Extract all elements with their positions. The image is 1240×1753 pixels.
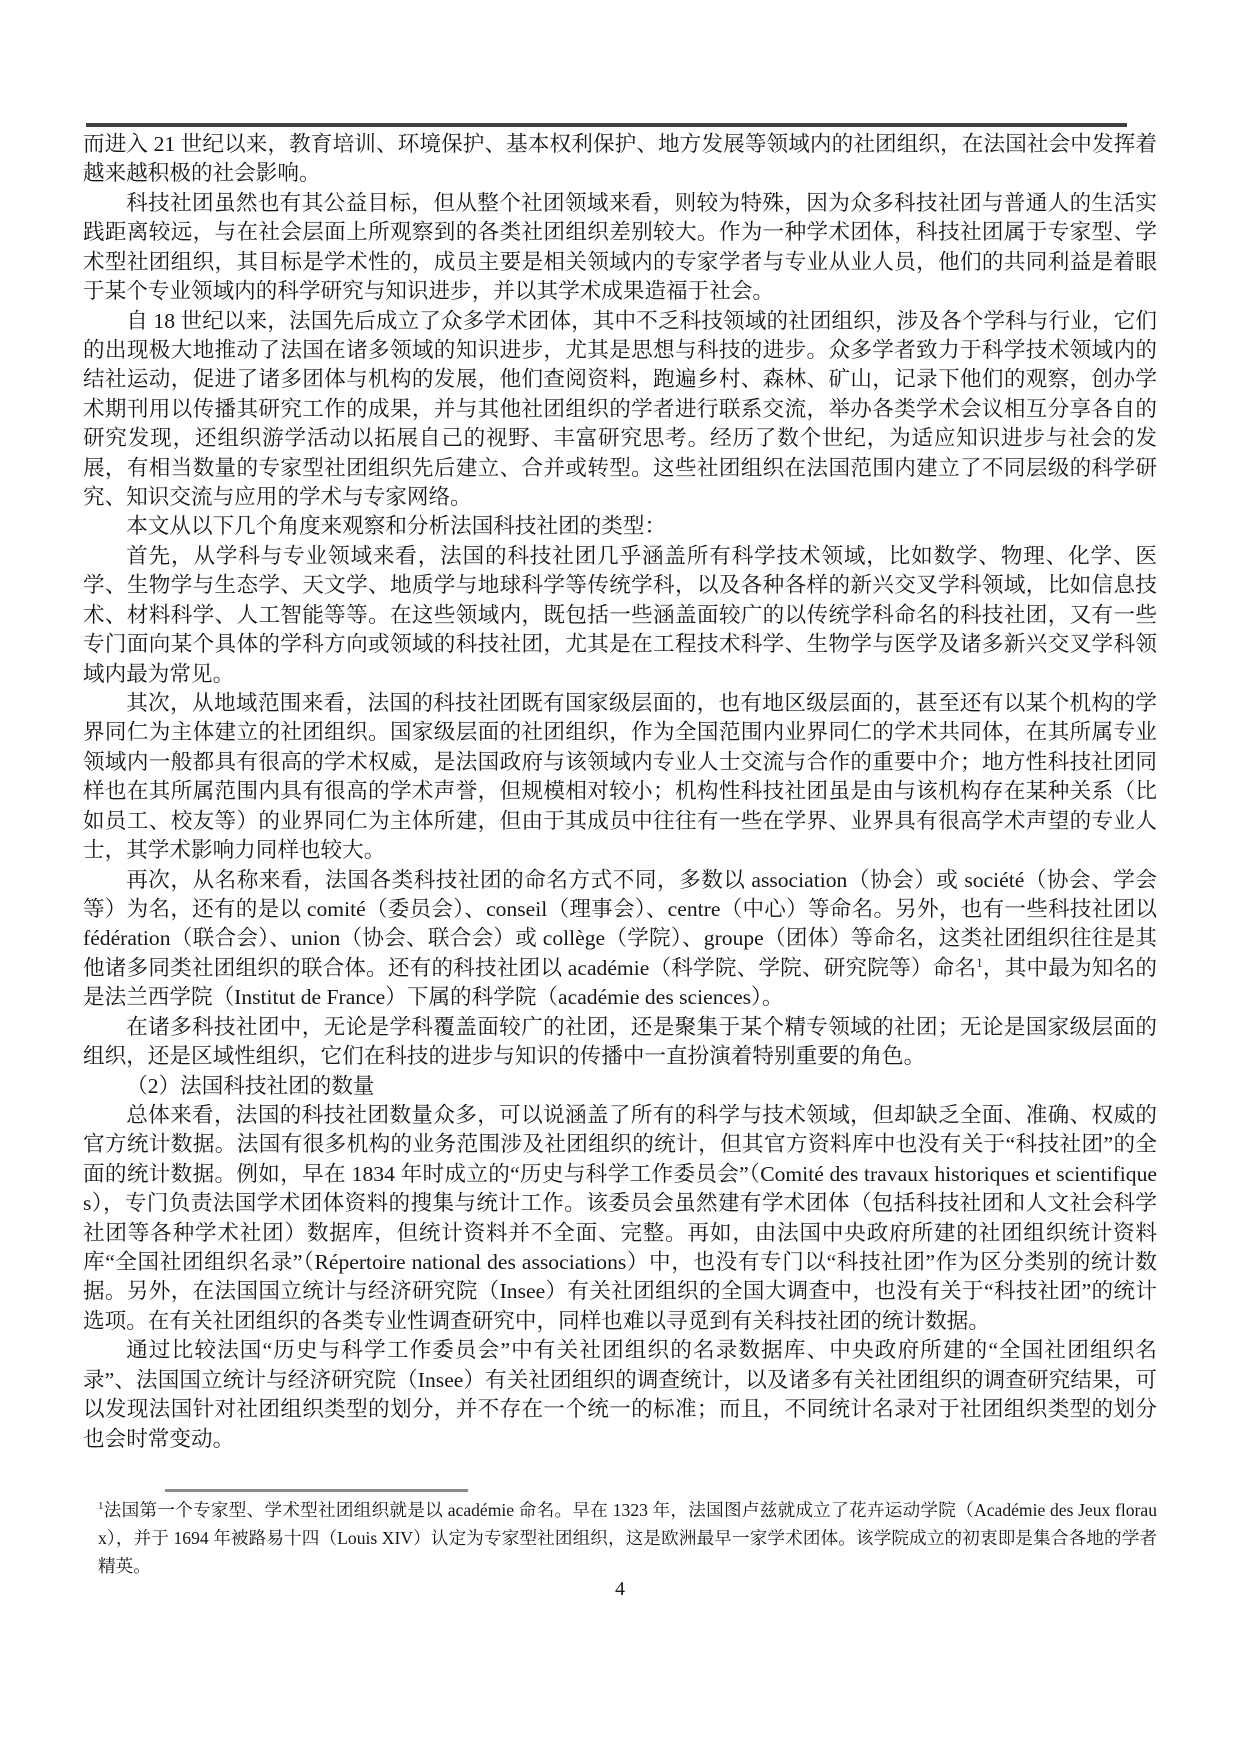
paragraph: 在诸多科技社团中，无论是学科覆盖面较广的社团，还是聚集于某个精专领域的社团；无论是国家级层面的组织，还是区域性组织，它们在科技的进步与知识的传播中一直扮演着特别重要的角色。 <box>83 1014 1157 1069</box>
paragraph-text: ，其中最为知名的是法兰西学院（Institut de France）下属的科学院（académie des sciences）。 <box>83 955 1157 1010</box>
paragraph: 通过比较法国“历史与科学工作委员会”中有关社团组织的名录数据库、中央政府所建的“全国社团组织名录”、法国国立统计与经济研究院（Insee）有关社团组织的调查统计，以及诸多有关社团组织的调查研究结果，可以发现法国针对社团组织类型的划分，并不存在一个统一的标准；而且，不同统计名录对于社团组织类型的划分也会时常变动。 <box>83 1338 1157 1451</box>
footnote-marker: 1 <box>98 1500 104 1513</box>
paragraph: 总体来看，法国的科技社团数量众多，可以说涵盖了所有的科学与技术领域，但却缺乏全面、准确、权威的官方统计数据。法国有很多机构的业务范围涉及社团组织的统计，但其官方资料库中也没有关于“科技社团”的全面的统计数据。例如，早在 1834 年时成立的“历史与科学工作委员会”（Comité des travaux historiques et scientifiques），专门负责法国学术团体资料的搜集与统计工作。该委员会虽然建有学术团体（包括科技社团和人文社会科学社团等各种学术社团）数据库，但统计资料并不全面、完整。再如，由法国中央政府所建的社团组织统计资料库“全国社团组织名录”（Répertoire national des associations）中，也没有专门以“科技社团”作为区分类别的统计数据。另外，在法国国立统计与经济研究院（Insee）有关社团组织的全国大调查中，也没有关于“科技社团”的统计选项。在有关社团组织的各类专业性调查研究中，同样也难以寻觅到有关科技社团的统计数据。 <box>83 1102 1157 1333</box>
paragraph-text: 再次，从名称来看，法国各类科技社团的命名方式不同，多数以 association（协会）或 société（协会、学会等）为名，还有的是以 comité（委员会）、conseil（理事会）、centre（中心）等命名。另外，也有一些科技社团以 fédération（联合会）、union（协会、联合会）或 collège（学院）、groupe（团体）等命名，这类社团组织往往是其他诸多同类社团组织的联合体。还有的科技社团以 académie（科学院、学院、研究院等）命名 <box>83 867 1157 980</box>
page-number: 4 <box>615 1578 625 1600</box>
section-heading: （2）法国科技社团的数量 <box>126 1073 375 1098</box>
paragraph: 其次，从地域范围来看，法国的科技社团既有国家级层面的，也有地区级层面的，甚至还有以某个机构的学界同仁为主体建立的社团组织。国家级层面的社团组织，作为全国范围内业界同仁的学术共同体，在其所属专业领域内一般都具有很高的学术权威，是法国政府与该领域内专业人士交流与合作的重要中介；地方性科技社团同样也在其所属范围内具有很高的学术声誉，但规模相对较小；机构性科技社团虽是由与该机构存在某种关系（比如员工、校友等）的业界同仁为主体所建，但由于其成员中往往有一些在学界、业界具有很高学术声望的专业人士，其学术影响力同样也较大。 <box>83 691 1157 863</box>
page-body <box>83 130 1157 1454</box>
header-rule <box>86 123 1127 127</box>
footnote-separator <box>165 1489 468 1492</box>
footnote-reference: 1 <box>976 954 983 970</box>
paragraph: 而进入 21 世纪以来，教育培训、环境保护、基本权利保护、地方发展等领域内的社团组织，在法国社会中发挥着越来越积极的社会影响。 <box>83 132 1157 186</box>
footnote <box>98 1496 1157 1580</box>
paragraph: 自 18 世纪以来，法国先后成立了众多学术团体，其中不乏科技领域的社团组织，涉及各个学科与行业，它们的出现极大地推动了法国在诸多领域的知识进步，尤其是思想与科技的进步。众多学者致力于科学技术领域内的结社运动，促进了诸多团体与机构的发展，他们查阅资料，跑遍乡村、森林、矿山，记录下他们的观察，创办学术期刊用以传播其研究工作的成果，并与其他社团组织的学者进行联系交流，举办各类学术会议相互分享各自的研究发现，还组织游学活动以拓展自己的视野、丰富研究思考。经历了数个世纪，为适应知识进步与社会的发展，有相当数量的专家型社团组织先后建立、合并或转型。这些社团组织在法国范围内建立了不同层级的科学研究、知识交流与应用的学术与专家网络。 <box>83 308 1157 510</box>
paragraph: 首先，从学科与专业领域来看，法国的科技社团几乎涵盖所有科学技术领域，比如数学、物理、化学、医学、生物学与生态学、天文学、地质学与地球科学等传统学科，以及各种各样的新兴交叉学科领域，比如信息技术、材料科学、人工智能等等。在这些领域内，既包括一些涵盖面较广的以传统学科命名的科技社团，又有一些专门面向某个具体的学科方向或领域的科技社团，尤其是在工程技术科学、生物学与医学及诸多新兴交叉学科领域内最为常见。 <box>83 543 1157 686</box>
footnote-text: 法国第一个专家型、学术型社团组织就是以 académie 命名。早在 1323 年，法国图卢兹就成立了花卉运动学院（Académie des Jeux floraux），并于 1694 年被路易十四（Louis XIV）认定为专家型社团组织，这是欧洲最早一家学术团体。该学院成立的初衷即是集合各地的学者精英。 <box>98 1500 1157 1576</box>
paragraph: 科技社团虽然也有其公益目标，但从整个社团领域来看，则较为特殊，因为众多科技社团与普通人的生活实践距离较远，与在社会层面上所观察到的各类社团组织差别较大。作为一种学术团体，科技社团属于专家型、学术型社团组织，其目标是学术性的，成员主要是相关领域内的专家学者与专业从业人员，他们的共同利益是着眼于某个专业领域内的科学研究与知识进步，并以其学术成果造福于社会。 <box>83 190 1157 304</box>
paragraph: 本文从以下几个角度来观察和分析法国科技社团的类型： <box>126 514 667 539</box>
paragraph <box>83 866 1157 1013</box>
